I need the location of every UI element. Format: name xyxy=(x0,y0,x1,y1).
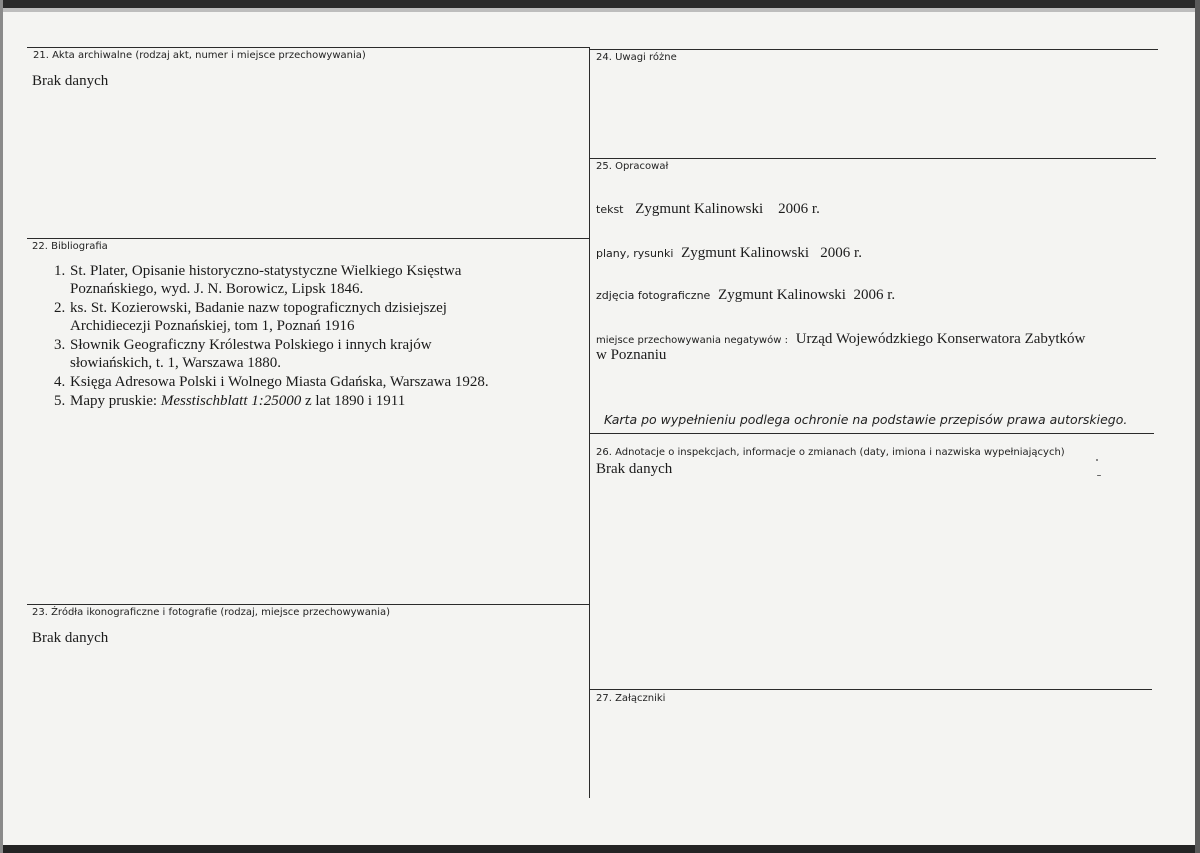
field-27-label: 27. Załączniki xyxy=(596,693,666,704)
bibliography-list xyxy=(32,262,572,411)
bibliography-item-line xyxy=(70,392,572,410)
bibliography-item-line: St. Plater, Opisanie historyczno-statystyczne Wielkiego Księstwa xyxy=(70,263,462,279)
bibliography-item-line: Archidiecezji Poznańskiej, tom 1, Poznań 1916 xyxy=(70,318,355,334)
field-24-label: 24. Uwagi różne xyxy=(596,52,677,63)
field-27-top-rule xyxy=(590,689,1152,690)
field-25-label: 25. Opracował xyxy=(596,161,669,172)
scan-bottom-edge xyxy=(0,845,1200,853)
bibliography-item-number: 1. xyxy=(54,263,66,279)
bibliography-italic-title: Messtischblatt 1:25000 xyxy=(160,393,302,409)
author-text-row xyxy=(596,201,820,218)
scan-top-shadow xyxy=(0,8,1200,12)
copyright-note: Karta po wypełnieniu podlega ochronie na podstawie przepisów prawa autorskiego. xyxy=(604,412,1128,427)
bibliography-item xyxy=(32,373,572,391)
scan-speck xyxy=(1097,475,1101,476)
field-24-top-rule xyxy=(590,49,1158,50)
bibliography-item-number: 5. xyxy=(54,393,66,409)
author-text-label: tekst xyxy=(596,203,624,216)
field-21-label: 21. Akta archiwalne (rodzaj akt, numer i miejsce przechowywania) xyxy=(33,50,366,61)
field-21-top-rule xyxy=(27,47,590,48)
bibliography-item xyxy=(32,299,572,335)
field-26-label: 26. Adnotacje o inspekcjach, informacje o zmianach (daty, imiona i nazwiska wypełniających) xyxy=(596,447,1065,458)
bibliography-item-number: 2. xyxy=(54,300,66,316)
bibliography-item-number: 3. xyxy=(54,337,66,353)
bibliography-item-line: Poznańskiego, wyd. J. N. Borowicz, Lipsk 1846. xyxy=(70,281,364,297)
author-photos-row xyxy=(596,287,895,304)
field-22-top-rule xyxy=(27,238,590,239)
field-23-top-rule xyxy=(27,604,590,605)
negatives-location-row xyxy=(596,331,1085,348)
author-plans-row xyxy=(596,245,862,262)
field-26-top-rule xyxy=(590,433,1154,434)
author-photos-label: zdjęcia fotograficzne xyxy=(596,289,711,302)
field-25-top-rule xyxy=(590,158,1156,159)
negatives-location-value-line2: w Poznaniu xyxy=(596,347,667,363)
negatives-location-value: Urząd Wojewódzkiego Konserwatora Zabytków xyxy=(795,331,1086,347)
field-21-value: Brak danych xyxy=(32,73,109,89)
author-plans-label: plany, rysunki xyxy=(596,247,674,260)
bibliography-item-line: ks. St. Kozierowski, Badanie nazw topograficznych dzisiejszej xyxy=(70,300,447,316)
field-23-label: 23. Źródła ikonograficzne i fotografie (rodzaj, miejsce przechowywania) xyxy=(32,607,391,618)
column-divider xyxy=(589,47,590,798)
bibliography-item-line: Słownik Geograficzny Królestwa Polskiego i innych krajów xyxy=(70,337,432,353)
bibliography-text: z lat 1890 i 1911 xyxy=(301,393,406,409)
author-text-value: Zygmunt Kalinowski 2006 r. xyxy=(635,201,820,217)
scan-left-edge xyxy=(0,0,3,853)
bibliography-item-line: słowiańskich, t. 1, Warszawa 1880. xyxy=(70,355,281,371)
scan-right-edge xyxy=(1195,0,1200,853)
field-23-value: Brak danych xyxy=(32,630,109,646)
bibliography-item-line: Księga Adresowa Polski i Wolnego Miasta Gdańska, Warszawa 1928. xyxy=(70,374,489,390)
bibliography-item xyxy=(32,392,572,410)
negatives-location-label: miejsce przechowywania negatywów : xyxy=(596,335,788,346)
author-photos-value: Zygmunt Kalinowski 2006 r. xyxy=(718,287,896,303)
field-22-label: 22. Bibliografia xyxy=(32,241,108,252)
scan-top-edge xyxy=(0,0,1200,8)
scan-speck xyxy=(1096,459,1098,461)
author-plans-value: Zygmunt Kalinowski 2006 r. xyxy=(681,245,862,261)
bibliography-item-number: 4. xyxy=(54,374,66,390)
bibliography-item xyxy=(32,336,572,372)
field-26-value: Brak danych xyxy=(596,461,673,477)
bibliography-text: Mapy pruskie: xyxy=(70,393,161,409)
bibliography-item xyxy=(32,262,572,298)
